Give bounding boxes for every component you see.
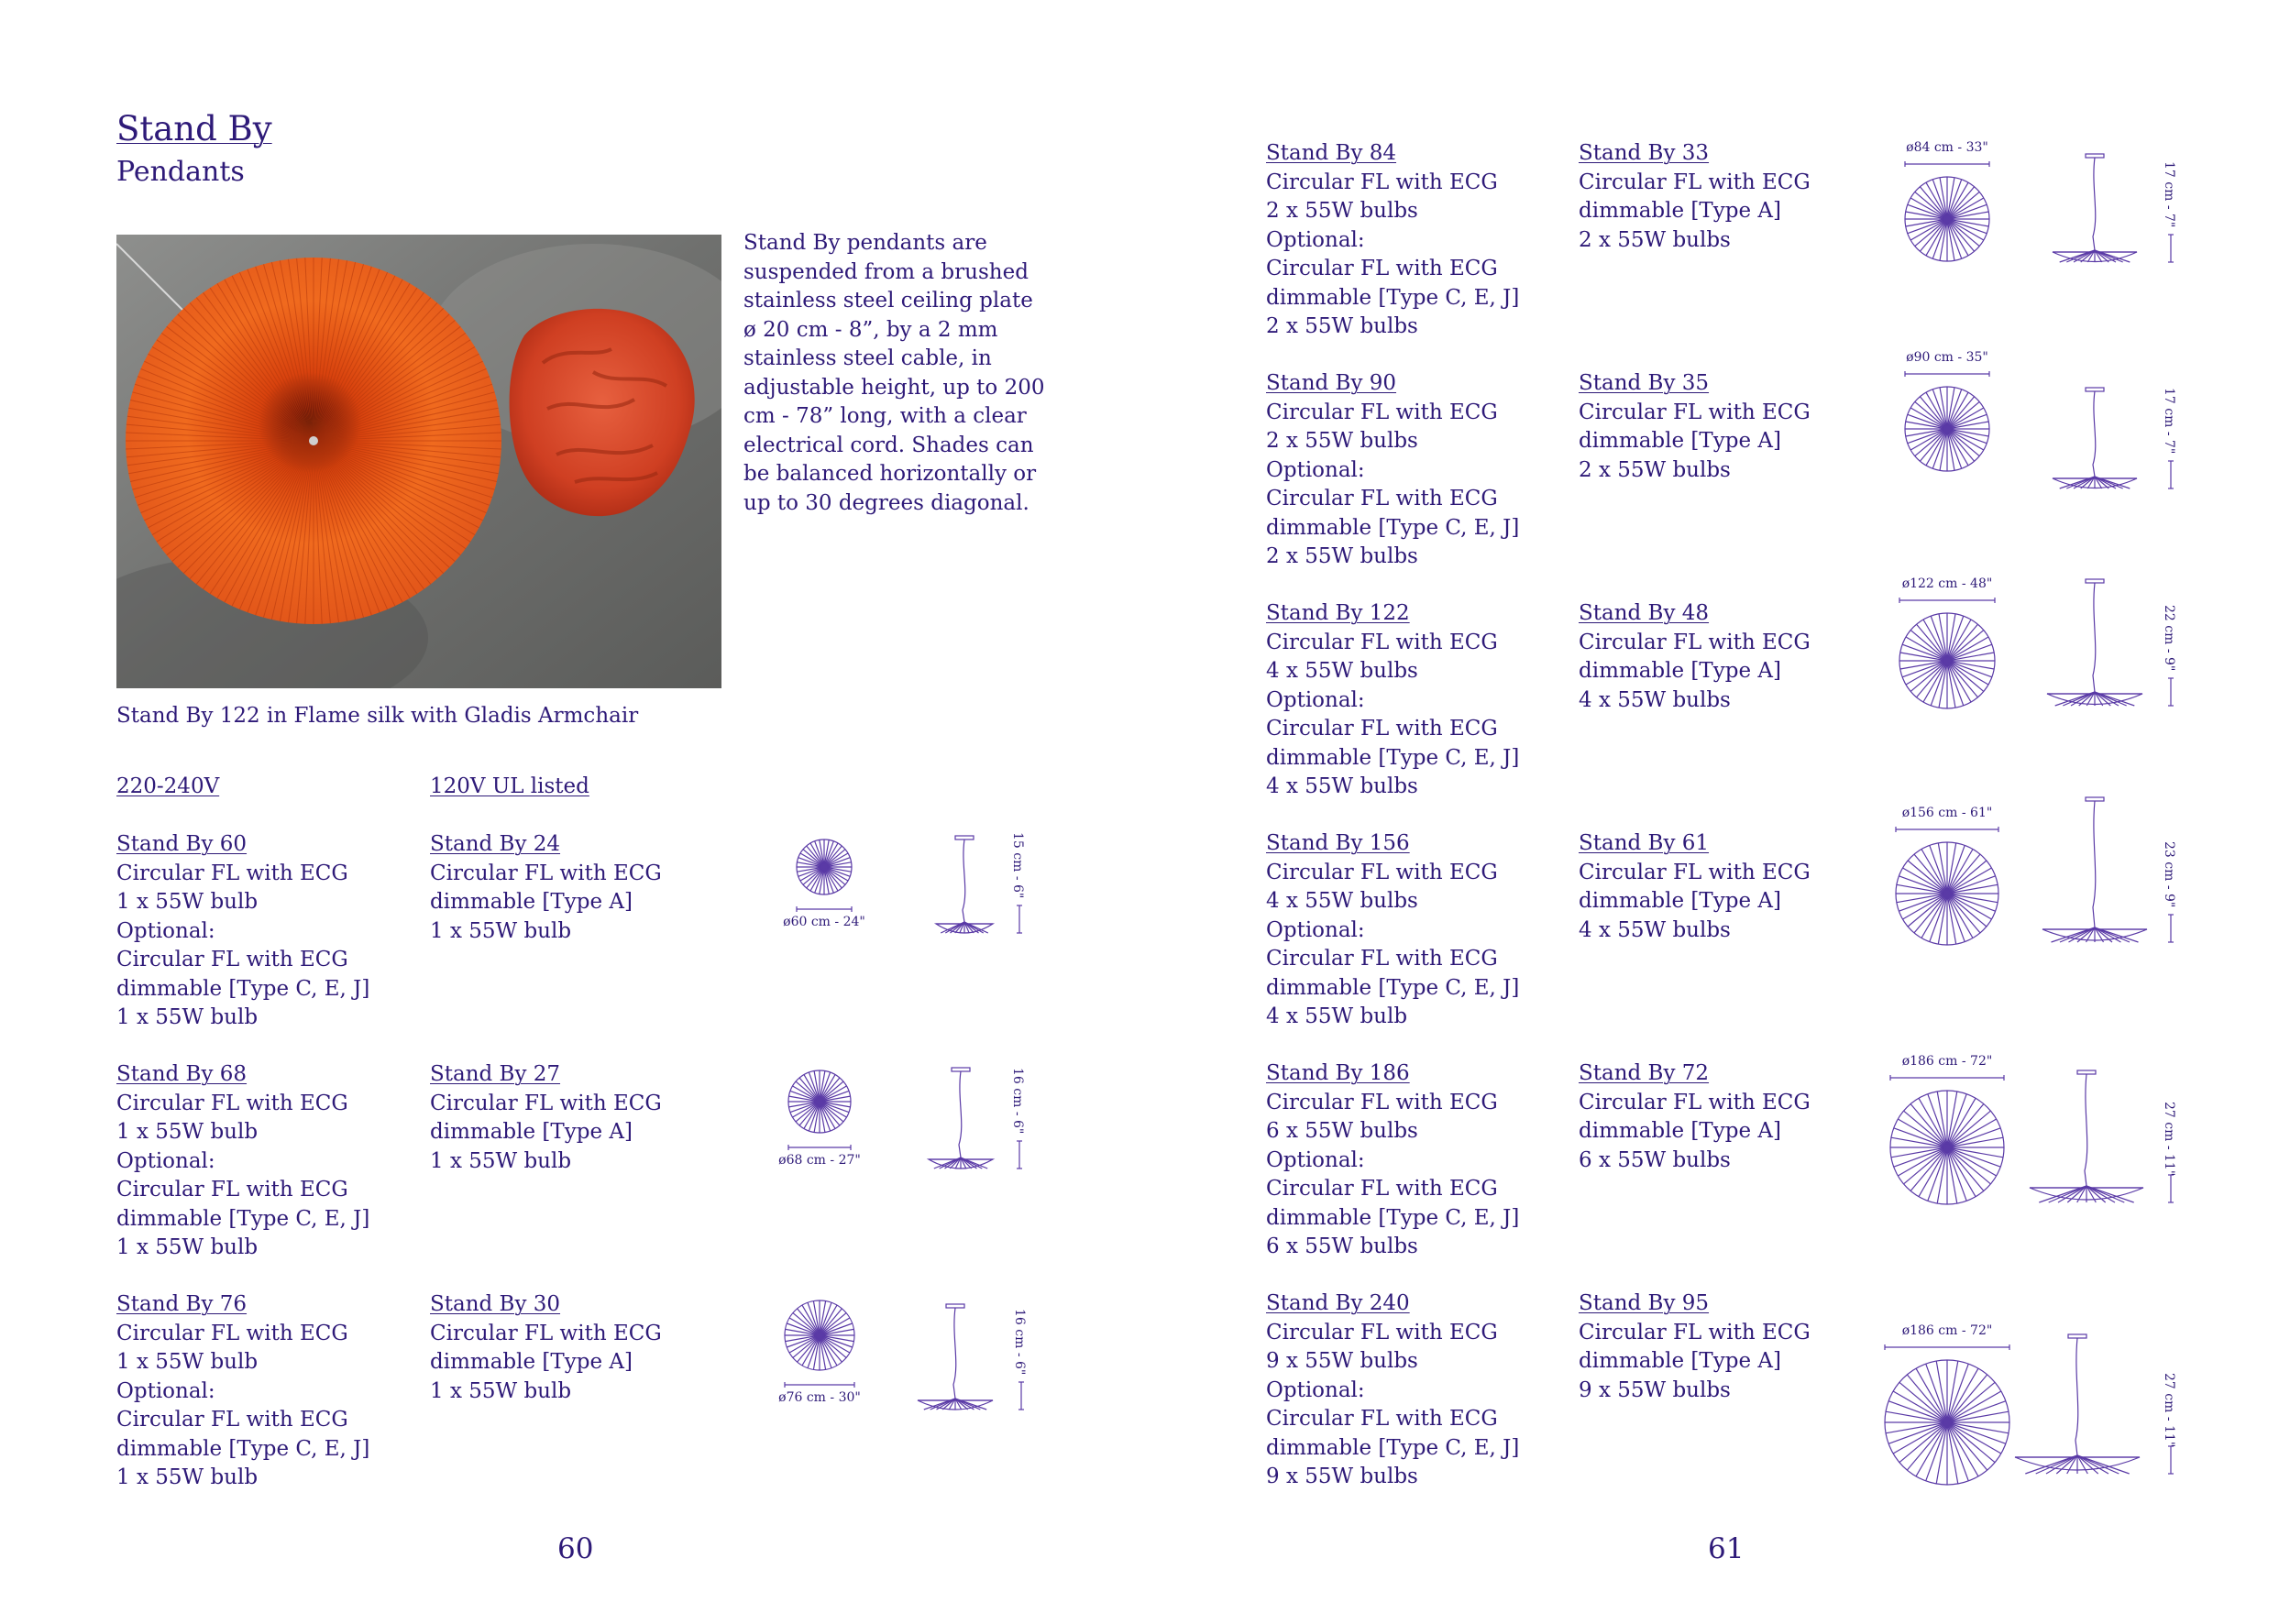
height-dimension-line [2167,678,2174,706]
spec-line-ul: dimmable [Type A] [1579,199,1781,223]
spec-line: Optional: [1266,1377,1365,1402]
page-number-left: 60 [557,1532,594,1565]
model-name: Stand By 156 [1266,831,1410,855]
spec-line: 1 x 55W bulb [116,1120,259,1144]
spec-line: dimmable [Type C, E, J] [1266,285,1520,310]
spec-line: Circular FL with ECG [116,1321,348,1345]
model-name: Stand By 186 [1266,1061,1410,1085]
spec-line: Circular FL with ECG [116,948,348,971]
model-name: Stand By 240 [1266,1291,1410,1315]
diameter-label: ø186 cm - 72" [1901,1054,1993,1069]
spec-line-ul: Circular FL with ECG [1579,400,1811,424]
spec-line: 9 x 55W bulbs [1266,1349,1418,1373]
diameter-label: ø60 cm - 24" [783,915,865,929]
spec-line: 4 x 55W bulbs [1266,774,1418,798]
pendant-side-view [929,1068,993,1170]
spec-line: 4 x 55W bulbs [1266,889,1418,913]
spec-line: 4 x 55W bulb [1266,1004,1408,1028]
spec-line: Circular FL with ECG [1266,717,1498,741]
spec-line: Circular FL with ECG [116,861,348,885]
spec-line: dimmable [Type C, E, J] [116,1206,370,1231]
spec-line-ul: 1 x 55W bulb [430,918,572,943]
height-label: 17 cm - 7" [2162,388,2176,455]
diameter-dimension-line [1890,1074,2004,1081]
diameter-dimension-line [797,905,852,913]
model-name: Stand By 68 [116,1062,248,1086]
spec-line: Optional: [1266,1147,1365,1172]
model-name: Stand By 90 [1266,371,1397,395]
model-name-ul: Stand By 33 [1579,141,1710,165]
diameter-label: ø156 cm - 61" [1901,806,1993,820]
diameter-dimension-line [1905,160,1989,168]
spec-line-ul: dimmable [Type A] [1579,659,1781,683]
column-header-220-240v: 220-240V [116,774,220,798]
spec-line-ul: 1 x 55W bulb [430,1148,572,1173]
spec-line: 1 x 55W bulb [116,1350,259,1374]
height-label: 17 cm - 7" [2162,161,2176,228]
height-label: 15 cm - 6" [1010,832,1025,899]
height-dimension-line [2167,915,2174,942]
spec-line-ul: Circular FL with ECG [1579,860,1811,884]
height-label: 16 cm - 6" [1010,1068,1025,1135]
diameter-label: ø84 cm - 33" [1906,140,1988,155]
spec-line-ul: Circular FL with ECG [1579,1090,1811,1114]
spec-line-ul: 2 x 55W bulbs [1579,457,1731,482]
shade-top-view [797,839,852,894]
product-description: Stand By pendants are suspended from a brushed stainless steel ceiling plate ø 20 cm - 8”, by a 2 mm stainless steel cable, in adjustable height, up to 200 cm - 78” long, with a clear electrical cord. Shades can be balanced horizontally or up to 30 degrees diagonal. [743,231,1045,515]
page-number-right: 61 [1708,1532,1745,1565]
height-label: 16 cm - 6" [1012,1309,1027,1376]
spec-line-ul: Circular FL with ECG [1579,170,1811,194]
spec-line-ul: Circular FL with ECG [1579,630,1811,654]
spec-line: 6 x 55W bulbs [1266,1119,1418,1143]
pendant-side-view [2047,579,2142,708]
shade-top-view [785,1300,854,1370]
spec-line-ul: dimmable [Type A] [1579,1349,1781,1373]
spec-line: Optional: [116,1148,215,1173]
diameter-label: ø68 cm - 27" [778,1153,861,1168]
model-name: Stand By 60 [116,832,248,856]
spec-line: Circular FL with ECG [116,1091,348,1115]
spec-line: 1 x 55W bulb [116,1235,259,1259]
diameter-label: ø90 cm - 35" [1906,350,1988,365]
spec-line: Optional: [1266,687,1365,712]
spec-line-ul: 6 x 55W bulbs [1579,1147,1731,1172]
spec-line-ul: 4 x 55W bulbs [1579,687,1731,712]
spec-line: 2 x 55W bulbs [1266,429,1418,453]
spec-line-ul: dimmable [Type A] [1579,889,1781,913]
height-dimension-line [1018,1382,1025,1410]
height-label: 27 cm - 11" [2162,1102,2176,1177]
diameter-label: ø186 cm - 72" [1901,1323,1993,1338]
shade-top-view [1905,387,1989,471]
spec-line: Circular FL with ECG [116,1178,348,1202]
diameter-dimension-line [1899,597,1995,604]
spec-line: Circular FL with ECG [1266,1320,1498,1344]
diameter-label: ø76 cm - 30" [778,1390,861,1405]
model-name: Stand By 122 [1266,601,1410,625]
spec-line: Optional: [116,1378,215,1403]
spec-line: Circular FL with ECG [1266,1090,1498,1114]
diameter-dimension-line [1896,826,1998,833]
column-header-120v: 120V UL listed [430,774,589,798]
spec-line: Circular FL with ECG [1266,400,1498,424]
spec-line-ul: 4 x 55W bulbs [1579,917,1731,942]
height-dimension-line [2167,461,2174,488]
shade-top-view [1896,842,1998,945]
shade-top-view [1885,1360,2009,1485]
spec-line: 9 x 55W bulbs [1266,1465,1418,1488]
spec-line: Circular FL with ECG [1266,1407,1498,1431]
spec-line: dimmable [Type C, E, J] [116,976,370,1001]
spec-line-ul: 9 x 55W bulbs [1579,1377,1731,1402]
spec-line: Optional: [1266,457,1365,482]
diameter-dimension-line [785,1381,854,1388]
spec-line: Circular FL with ECG [1266,860,1498,884]
spec-line: dimmable [Type C, E, J] [1266,515,1520,540]
spec-line-ul: Circular FL with ECG [430,1091,662,1115]
shade-top-view [788,1070,851,1133]
pendant-side-view [2030,1070,2143,1204]
spec-line: 1 x 55W bulb [116,890,259,914]
shade-top-view [1890,1091,2004,1204]
pendant-side-view [2042,797,2147,944]
spec-line: 1 x 55W bulb [116,1465,259,1489]
photo-illustration [116,235,721,688]
shade-top-view [1899,613,1995,708]
model-name-ul: Stand By 35 [1579,371,1710,395]
height-dimension-line [1016,1141,1023,1169]
spec-line: Circular FL with ECG [1266,1177,1498,1201]
height-dimension-line [2167,235,2174,262]
spec-line: Optional: [1266,917,1365,942]
spec-line-ul: 1 x 55W bulb [430,1378,572,1403]
model-name-ul: Stand By 61 [1579,831,1710,855]
model-name-ul: Stand By 27 [430,1062,561,1086]
height-dimension-line [1016,905,1023,933]
spec-line: Circular FL with ECG [1266,487,1498,510]
spec-line: Circular FL with ECG [1266,630,1498,654]
spec-line: Optional: [1266,227,1365,252]
spec-line-ul: dimmable [Type A] [430,890,633,914]
model-name-ul: Stand By 48 [1579,601,1710,625]
model-name-ul: Stand By 72 [1579,1061,1710,1085]
spec-line: 1 x 55W bulb [116,1005,259,1029]
spec-line: 6 x 55W bulbs [1266,1234,1418,1258]
spec-line: 2 x 55W bulbs [1266,314,1418,338]
pendant-side-view [918,1304,993,1411]
pendant-side-view [2053,154,2137,264]
model-name-ul: Stand By 30 [430,1292,561,1316]
height-dimension-line [2167,1446,2174,1474]
spec-line-ul: Circular FL with ECG [430,1321,662,1345]
spec-line-ul: dimmable [Type A] [430,1120,633,1144]
shade-top-view [1905,177,1989,261]
spec-line: Optional: [116,918,215,943]
pendant-side-view [2015,1334,2140,1476]
spec-line-ul: Circular FL with ECG [430,861,662,885]
model-name-ul: Stand By 24 [430,832,561,856]
pendant-side-view [936,836,993,935]
spec-line-ul: dimmable [Type A] [1579,1119,1781,1143]
height-label: 27 cm - 11" [2162,1373,2176,1448]
spec-line: Circular FL with ECG [116,1408,348,1432]
product-photo [116,235,721,688]
spec-line-ul: dimmable [Type A] [1579,429,1781,453]
spec-line-ul: Circular FL with ECG [1579,1320,1811,1344]
diameter-dimension-line [1885,1344,2009,1351]
spec-line: dimmable [Type C, E, J] [1266,975,1520,1000]
spec-line: Circular FL with ECG [1266,947,1498,971]
diameter-dimension-line [788,1144,851,1151]
spec-line: dimmable [Type C, E, J] [1266,1205,1520,1230]
height-label: 22 cm - 9" [2162,605,2176,672]
page-title: Stand By [116,109,272,148]
spec-line-ul: 2 x 55W bulbs [1579,227,1731,252]
spec-line: dimmable [Type C, E, J] [116,1436,370,1461]
page-subtitle: Pendants [116,156,245,188]
height-dimension-line [2167,1175,2174,1202]
spec-line: 2 x 55W bulbs [1266,544,1418,568]
spec-line: 4 x 55W bulbs [1266,659,1418,683]
diameter-label: ø122 cm - 48" [1901,576,1993,591]
height-label: 23 cm - 9" [2162,841,2176,908]
spec-line: dimmable [Type C, E, J] [1266,1435,1520,1460]
spec-line: 2 x 55W bulbs [1266,199,1418,223]
spec-line-ul: dimmable [Type A] [430,1350,633,1374]
model-name: Stand By 76 [116,1292,248,1316]
spec-line: Circular FL with ECG [1266,170,1498,194]
spec-line: dimmable [Type C, E, J] [1266,745,1520,770]
photo-caption: Stand By 122 in Flame silk with Gladis Armchair [116,704,639,728]
model-name: Stand By 84 [1266,141,1397,165]
diameter-dimension-line [1905,370,1989,378]
spec-line: Circular FL with ECG [1266,257,1498,280]
pendant-side-view [2053,388,2137,490]
model-name-ul: Stand By 95 [1579,1291,1710,1315]
